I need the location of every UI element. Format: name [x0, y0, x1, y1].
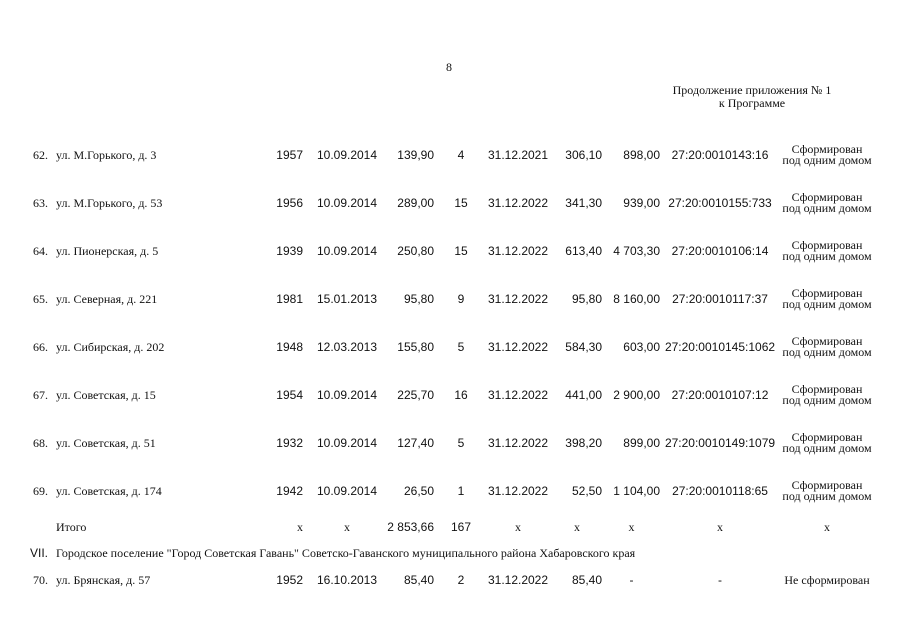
total-value-1: x — [574, 519, 580, 534]
row-number: 67. — [33, 387, 48, 402]
row-number: 70. — [33, 572, 48, 587]
row-status: Сформирован под одним домом — [782, 190, 872, 215]
row-value-2: 898,00 — [623, 148, 660, 162]
row-value-2: 939,00 — [623, 196, 660, 210]
row-cadastral: 27:20:0010118:65 — [672, 484, 768, 498]
row-residents: 4 — [457, 148, 465, 162]
row-residents: 16 — [454, 388, 468, 402]
total-row — [0, 507, 905, 547]
row-area: 155,80 — [397, 340, 434, 354]
row-cadastral: - — [718, 573, 722, 587]
row-status: Сформирован под одним домом — [782, 430, 872, 455]
row-year: 1956 — [276, 196, 303, 210]
row-status: Сформирован под одним домом — [782, 238, 872, 263]
row-cadastral: 27:20:0010106:14 — [671, 244, 769, 258]
table-row — [0, 279, 905, 319]
continuation-line-2: к Программе — [718, 96, 786, 110]
table-row — [0, 327, 905, 367]
row-number: 65. — [33, 291, 48, 306]
row-status: Не сформирован — [784, 572, 870, 587]
row-status: Сформирован под одним домом — [782, 142, 872, 167]
row-area: 289,00 — [397, 196, 434, 210]
row-value-2: - — [629, 573, 634, 587]
row-cadastral: 27:20:0010143:16 — [671, 148, 769, 162]
row-residents: 15 — [454, 196, 468, 210]
row-year: 1939 — [276, 244, 303, 258]
total-value-2: x — [628, 519, 635, 534]
row-address: ул. Советская, д. 174 — [56, 483, 162, 498]
row-year: 1954 — [276, 388, 303, 402]
table-row — [0, 135, 905, 175]
row-value-2: 4 703,30 — [613, 244, 660, 258]
total-date-planned: x — [515, 519, 521, 534]
row-date-recognized: 10.09.2014 — [316, 388, 378, 402]
row-area: 127,40 — [397, 436, 434, 450]
row-value-2: 8 160,00 — [613, 292, 660, 306]
table-row — [0, 560, 905, 600]
row-status: Сформирован под одним домом — [782, 334, 872, 359]
row-value-1: 95,80 — [571, 292, 602, 306]
total-status: x — [824, 519, 830, 534]
row-area: 225,70 — [397, 388, 434, 402]
row-cadastral: 27:20:0010107:12 — [671, 388, 769, 402]
row-value-1: 584,30 — [565, 340, 602, 354]
row-address: ул. М.Горького, д. 53 — [56, 195, 163, 210]
row-year: 1981 — [276, 292, 303, 306]
table-row — [0, 423, 905, 463]
row-area: 250,80 — [397, 244, 434, 258]
row-date-planned: 31.12.2022 — [487, 436, 549, 450]
row-date-planned: 31.12.2022 — [487, 573, 549, 587]
total-cadastral: x — [717, 519, 723, 534]
table-row — [0, 375, 905, 415]
row-date-planned: 31.12.2021 — [487, 148, 549, 162]
row-value-1: 341,30 — [565, 196, 602, 210]
row-area: 26,50 — [403, 484, 434, 498]
row-date-planned: 31.12.2022 — [487, 340, 549, 354]
row-status: Сформирован под одним домом — [782, 478, 872, 503]
row-date-planned: 31.12.2022 — [487, 292, 549, 306]
row-address: ул. М.Горького, д. 3 — [56, 147, 157, 162]
row-residents: 1 — [457, 484, 465, 498]
section-title: Городское поселение "Город Советская Гавань" Советско-Гаванского муниципального района Хабаровского края — [56, 545, 636, 560]
row-year: 1942 — [276, 484, 303, 498]
section-number: VII. — [29, 546, 48, 560]
row-value-2: 603,00 — [623, 340, 660, 354]
row-value-1: 441,00 — [565, 388, 602, 402]
row-number: 62. — [33, 147, 48, 162]
row-residents: 5 — [457, 340, 465, 354]
row-value-1: 306,10 — [565, 148, 602, 162]
row-number: 68. — [33, 435, 48, 450]
total-year: x — [297, 519, 303, 534]
row-address: ул. Советская, д. 15 — [56, 387, 156, 402]
table-row — [0, 183, 905, 223]
row-date-planned: 31.12.2022 — [487, 484, 549, 498]
row-year: 1952 — [276, 573, 303, 587]
row-area: 139,90 — [397, 148, 434, 162]
row-date-recognized: 10.09.2014 — [316, 148, 378, 162]
table-row — [0, 231, 905, 271]
row-area: 85,40 — [403, 573, 434, 587]
row-date-recognized: 16.10.2013 — [316, 573, 378, 587]
row-date-recognized: 10.09.2014 — [316, 196, 378, 210]
section-heading — [0, 545, 905, 561]
row-value-1: 398,20 — [565, 436, 602, 450]
row-area: 95,80 — [403, 292, 434, 306]
row-date-recognized: 10.09.2014 — [316, 244, 378, 258]
row-date-planned: 31.12.2022 — [487, 244, 549, 258]
row-date-recognized: 15.01.2013 — [316, 292, 378, 306]
table-row — [0, 471, 905, 511]
row-cadastral: 27:20:0010145:1062 — [664, 340, 776, 354]
row-address: ул. Советская, д. 51 — [56, 435, 156, 450]
row-value-1: 85,40 — [571, 573, 602, 587]
row-date-planned: 31.12.2022 — [487, 196, 549, 210]
row-year: 1932 — [276, 436, 303, 450]
row-date-recognized: 10.09.2014 — [316, 436, 378, 450]
continuation-note — [632, 84, 872, 110]
row-date-recognized: 12.03.2013 — [316, 340, 378, 354]
row-residents: 9 — [457, 292, 465, 306]
row-status: Сформирован под одним домом — [782, 286, 872, 311]
row-year: 1948 — [276, 340, 303, 354]
row-value-2: 1 104,00 — [613, 484, 660, 498]
total-label: Итого — [56, 519, 87, 534]
row-value-1: 613,40 — [565, 244, 602, 258]
row-address: ул. Сибирская, д. 202 — [56, 339, 165, 354]
row-number: 64. — [33, 243, 48, 258]
row-status: Сформирован под одним домом — [782, 382, 872, 407]
total-area: 2 853,66 — [387, 520, 434, 534]
row-number: 69. — [33, 483, 48, 498]
total-residents: 167 — [450, 520, 472, 534]
row-address: ул. Северная, д. 221 — [56, 291, 158, 306]
row-date-recognized: 10.09.2014 — [316, 484, 378, 498]
row-address: ул. Брянская, д. 57 — [56, 572, 151, 587]
row-address: ул. Пионерская, д. 5 — [56, 243, 159, 258]
row-value-1: 52,50 — [571, 484, 602, 498]
row-cadastral: 27:20:0010117:37 — [672, 292, 768, 306]
row-date-planned: 31.12.2022 — [487, 388, 549, 402]
page-number: 8 — [446, 60, 452, 74]
row-value-2: 2 900,00 — [613, 388, 660, 402]
row-number: 63. — [33, 195, 48, 210]
row-number: 66. — [33, 339, 48, 354]
row-residents: 2 — [457, 573, 465, 587]
row-cadastral: 27:20:0010149:1079 — [664, 436, 776, 450]
row-cadastral: 27:20:0010155:733 — [668, 196, 772, 210]
row-residents: 5 — [457, 436, 465, 450]
row-value-2: 899,00 — [623, 436, 660, 450]
continuation-line-1: Продолжение приложения № 1 — [672, 83, 832, 97]
total-date-recognized: x — [344, 519, 350, 534]
row-year: 1957 — [276, 148, 303, 162]
row-residents: 15 — [454, 244, 468, 258]
